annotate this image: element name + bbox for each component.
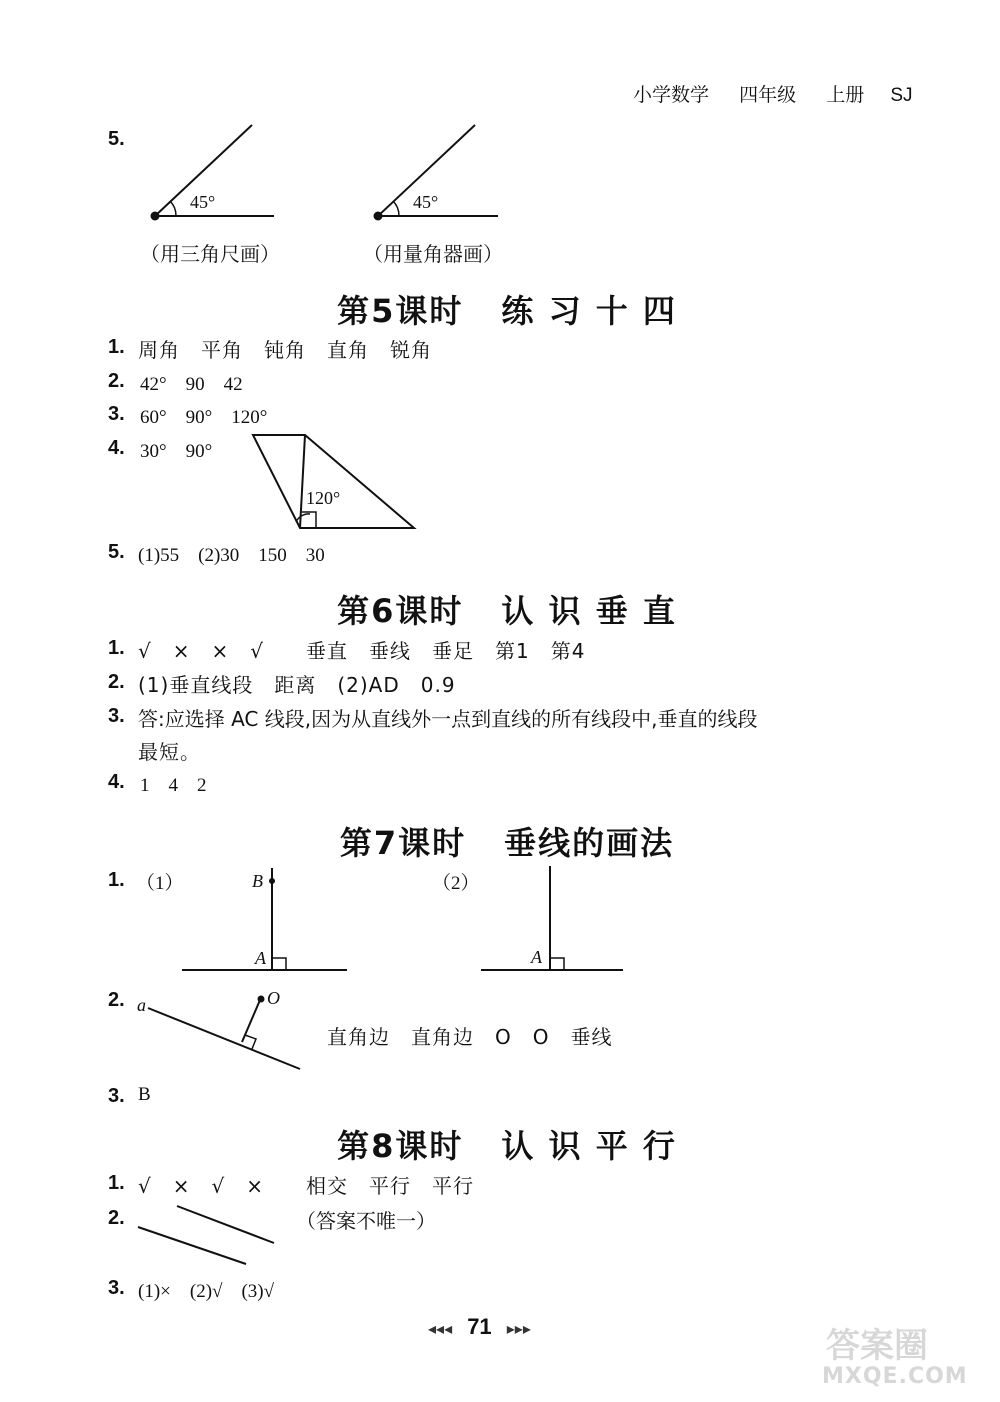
lesson5-item3-text: 60° 90° 120° [140,407,268,428]
lesson5-title-number: 第5课时 [337,292,464,330]
header-grade: 四年级 [739,84,797,106]
lesson5-title [0,286,1000,332]
lesson6-item2-text: (1)垂直线段 距离 (2)AD 0.9 [138,673,456,697]
watermark-url: MXQE.COM [822,1364,968,1389]
watermark-cn: 答案圈 [826,1326,928,1366]
lesson7-item2-text: 直角边 直角边 O O 垂线 [327,1025,613,1049]
point-label-A-1: A [255,948,266,968]
lesson5-item2-text: 42° 90 42 [140,374,243,395]
perpendicular-figure-2 [481,866,623,970]
lesson5-item5-number: 5. [108,541,125,563]
lesson7-item1-number: 1. [108,869,125,891]
header-volume: 上册 [826,84,865,106]
lesson6-item4-number: 4. [108,771,125,793]
lesson8-item3-text: (1)× (2)√ (3)√ [138,1281,275,1302]
lesson6-item3-number: 3. [108,705,125,727]
lesson8-item1-text: √ × √ × 相交 平行 平行 [138,1174,475,1198]
top-caption-1: （用三角尺画） [140,242,280,266]
top-caption-2: （用量角器画） [363,242,503,266]
lesson6-item1-number: 1. [108,637,125,659]
lesson7-item2-number: 2. [108,989,125,1011]
lesson6-title [0,586,1000,632]
lesson8-item1-number: 1. [108,1172,125,1194]
page-number: 71 [467,1314,492,1339]
lesson8-title-number: 第8课时 [337,1127,464,1165]
point-label-B: B [252,871,263,891]
page-footer [428,1314,531,1340]
lesson7-item3-number: 3. [108,1085,125,1107]
lesson8-item2-number: 2. [108,1207,125,1229]
lesson8-title-name: 认 识 平 行 [501,1127,677,1165]
lesson5-title-name: 练 习 十 四 [501,292,677,330]
line-label-a: a [137,995,146,1015]
top-item-number: 5. [108,128,125,150]
lesson6-title-number: 第6课时 [337,592,464,630]
parallel-lines-figure [138,1206,274,1264]
header-subject: 小学数学 [633,84,710,106]
lesson5-item4-text: 30° 90° [140,441,213,462]
parallelogram-angle-label: 120° [306,488,341,508]
lesson7-title [0,818,1000,864]
header-edition: SJ [890,85,913,106]
lesson7-item3-text: B [138,1084,151,1105]
lesson6-item1-text: √ × × √ 垂直 垂线 垂足 第1 第4 [138,639,586,663]
lesson7-item1-part1: （1） [136,873,184,894]
lesson8-title [0,1121,1000,1167]
lesson5-item4-number: 4. [108,437,125,459]
lesson5-item1-number: 1. [108,336,125,358]
point-label-O: O [267,988,280,1008]
lesson6-item2-number: 2. [108,671,125,693]
lesson7-title-name: 垂线的画法 [504,824,675,862]
watermark-logo [826,1318,928,1367]
lesson5-item1-text: 周角 平角 钝角 直角 锐角 [138,338,432,362]
lesson7-title-number: 第7课时 [339,824,467,862]
lesson6-title-name: 认 识 垂 直 [501,592,677,630]
next-arrows-icon: ▸▸▸ [506,1319,531,1338]
lesson6-item3-text: 答:应选择 AC 线段,因为从直线外一点到直线的所有线段中,垂直的线段 [138,707,758,731]
top-angle-label-2: 45° [413,192,439,212]
top-angle-label-1: 45° [190,192,216,212]
lesson6-item3-text-line2: 最短。 [138,740,201,764]
lesson8-item3-number: 3. [108,1277,125,1299]
parallelogram-figure [253,435,414,528]
point-label-A-2: A [531,947,542,967]
prev-arrows-icon: ◂◂◂ [428,1319,453,1338]
lesson5-item3-number: 3. [108,403,125,425]
lesson5-item5-text: (1)55 (2)30 150 30 [138,545,325,566]
lesson7-item1-part2: （2） [432,873,480,894]
lesson6-item4-text: 1 4 2 [140,775,207,796]
lesson5-item2-number: 2. [108,370,125,392]
lesson8-item2-text: （答案不唯一） [296,1209,436,1233]
